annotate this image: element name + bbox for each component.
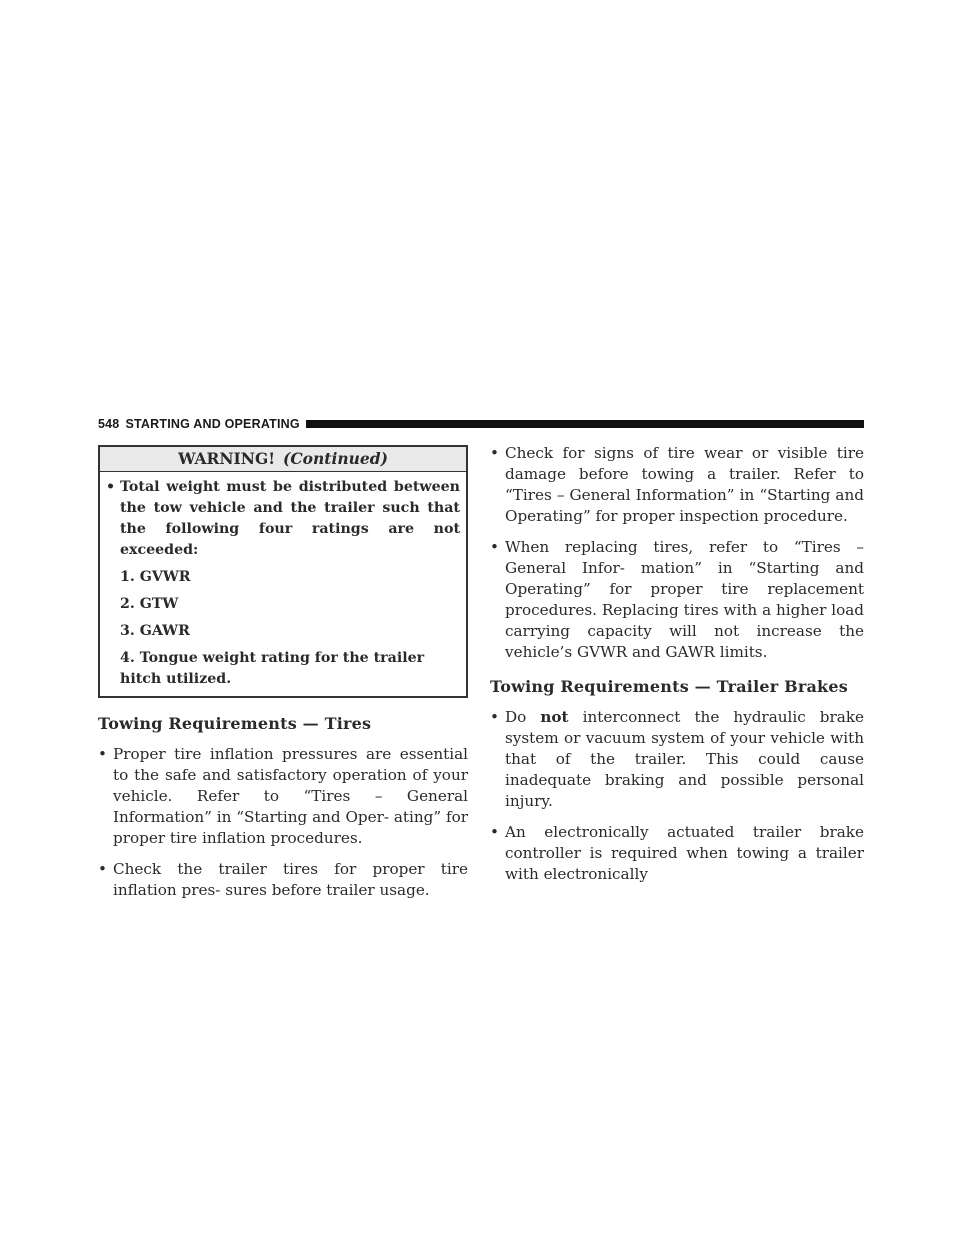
warning-continued: (Continued) [283,449,388,468]
bullet-icon: • [490,708,499,726]
warning-header [100,447,466,472]
tires-heading: Towing Requirements — Tires [98,714,372,733]
bullet-icon: • [490,538,499,556]
bullet-icon: • [490,444,499,462]
emphasis-not: not [540,708,569,726]
rating-item: 3. GAWR [120,623,190,639]
bullet-icon: • [106,479,116,495]
rating-item: 1. GVWR [120,569,191,585]
running-header [98,415,864,433]
left-column [98,445,468,901]
bullet-icon: • [490,823,499,841]
right-column [490,445,864,885]
rating-item: 4. Tongue weight rating for the trailer hitch utilized. [120,650,425,687]
page-number: 548 [98,417,120,431]
brakes-heading: Towing Requirements — Trailer Brakes [490,677,848,696]
header-rule [306,420,864,428]
list-item: • When replacing tires, refer to “Tires – General Infor- mation” in “Starting and Operating” for proper tire replacement procedures. Replacing tires with a higher load carrying capacity will not increase the vehicle’s GVWR and GAWR limits. [490,538,864,661]
warning-box [98,445,468,698]
warning-body [100,472,466,696]
section-title: STARTING AND OPERATING [125,417,300,431]
warning-title: WARNING! [178,449,276,468]
list-item: • An electronically actuated trailer brake controller is required when towing a trailer with electronically [490,823,864,883]
list-item: • Check for signs of tire wear or visible tire damage before towing a trailer. Refer to “Tires – General Information” in “Starting and Operating” for proper inspection procedure. [490,444,864,525]
rating-item: 2. GTW [120,596,179,612]
list-item: • Do not interconnect the hydraulic brake system or vacuum system of your vehicle with that of the trailer. This could cause inadequate braking and possible personal injury. [490,708,865,810]
list-item: • Check the trailer tires for proper tire inflation pres- sures before trailer usage. [98,860,468,899]
warning-bullet: • Total weight must be distributed between the tow vehicle and the trailer such that the following four ratings are not exceeded: [106,477,460,561]
list-item: • Proper tire inflation pressures are essential to the safe and satisfactory operation of your vehicle. Refer to “Tires – General Information” in “Starting and Oper- ating” for proper tire inflation procedures. [98,745,468,847]
bullet-icon: • [98,860,107,878]
bullet-icon: • [98,745,107,763]
